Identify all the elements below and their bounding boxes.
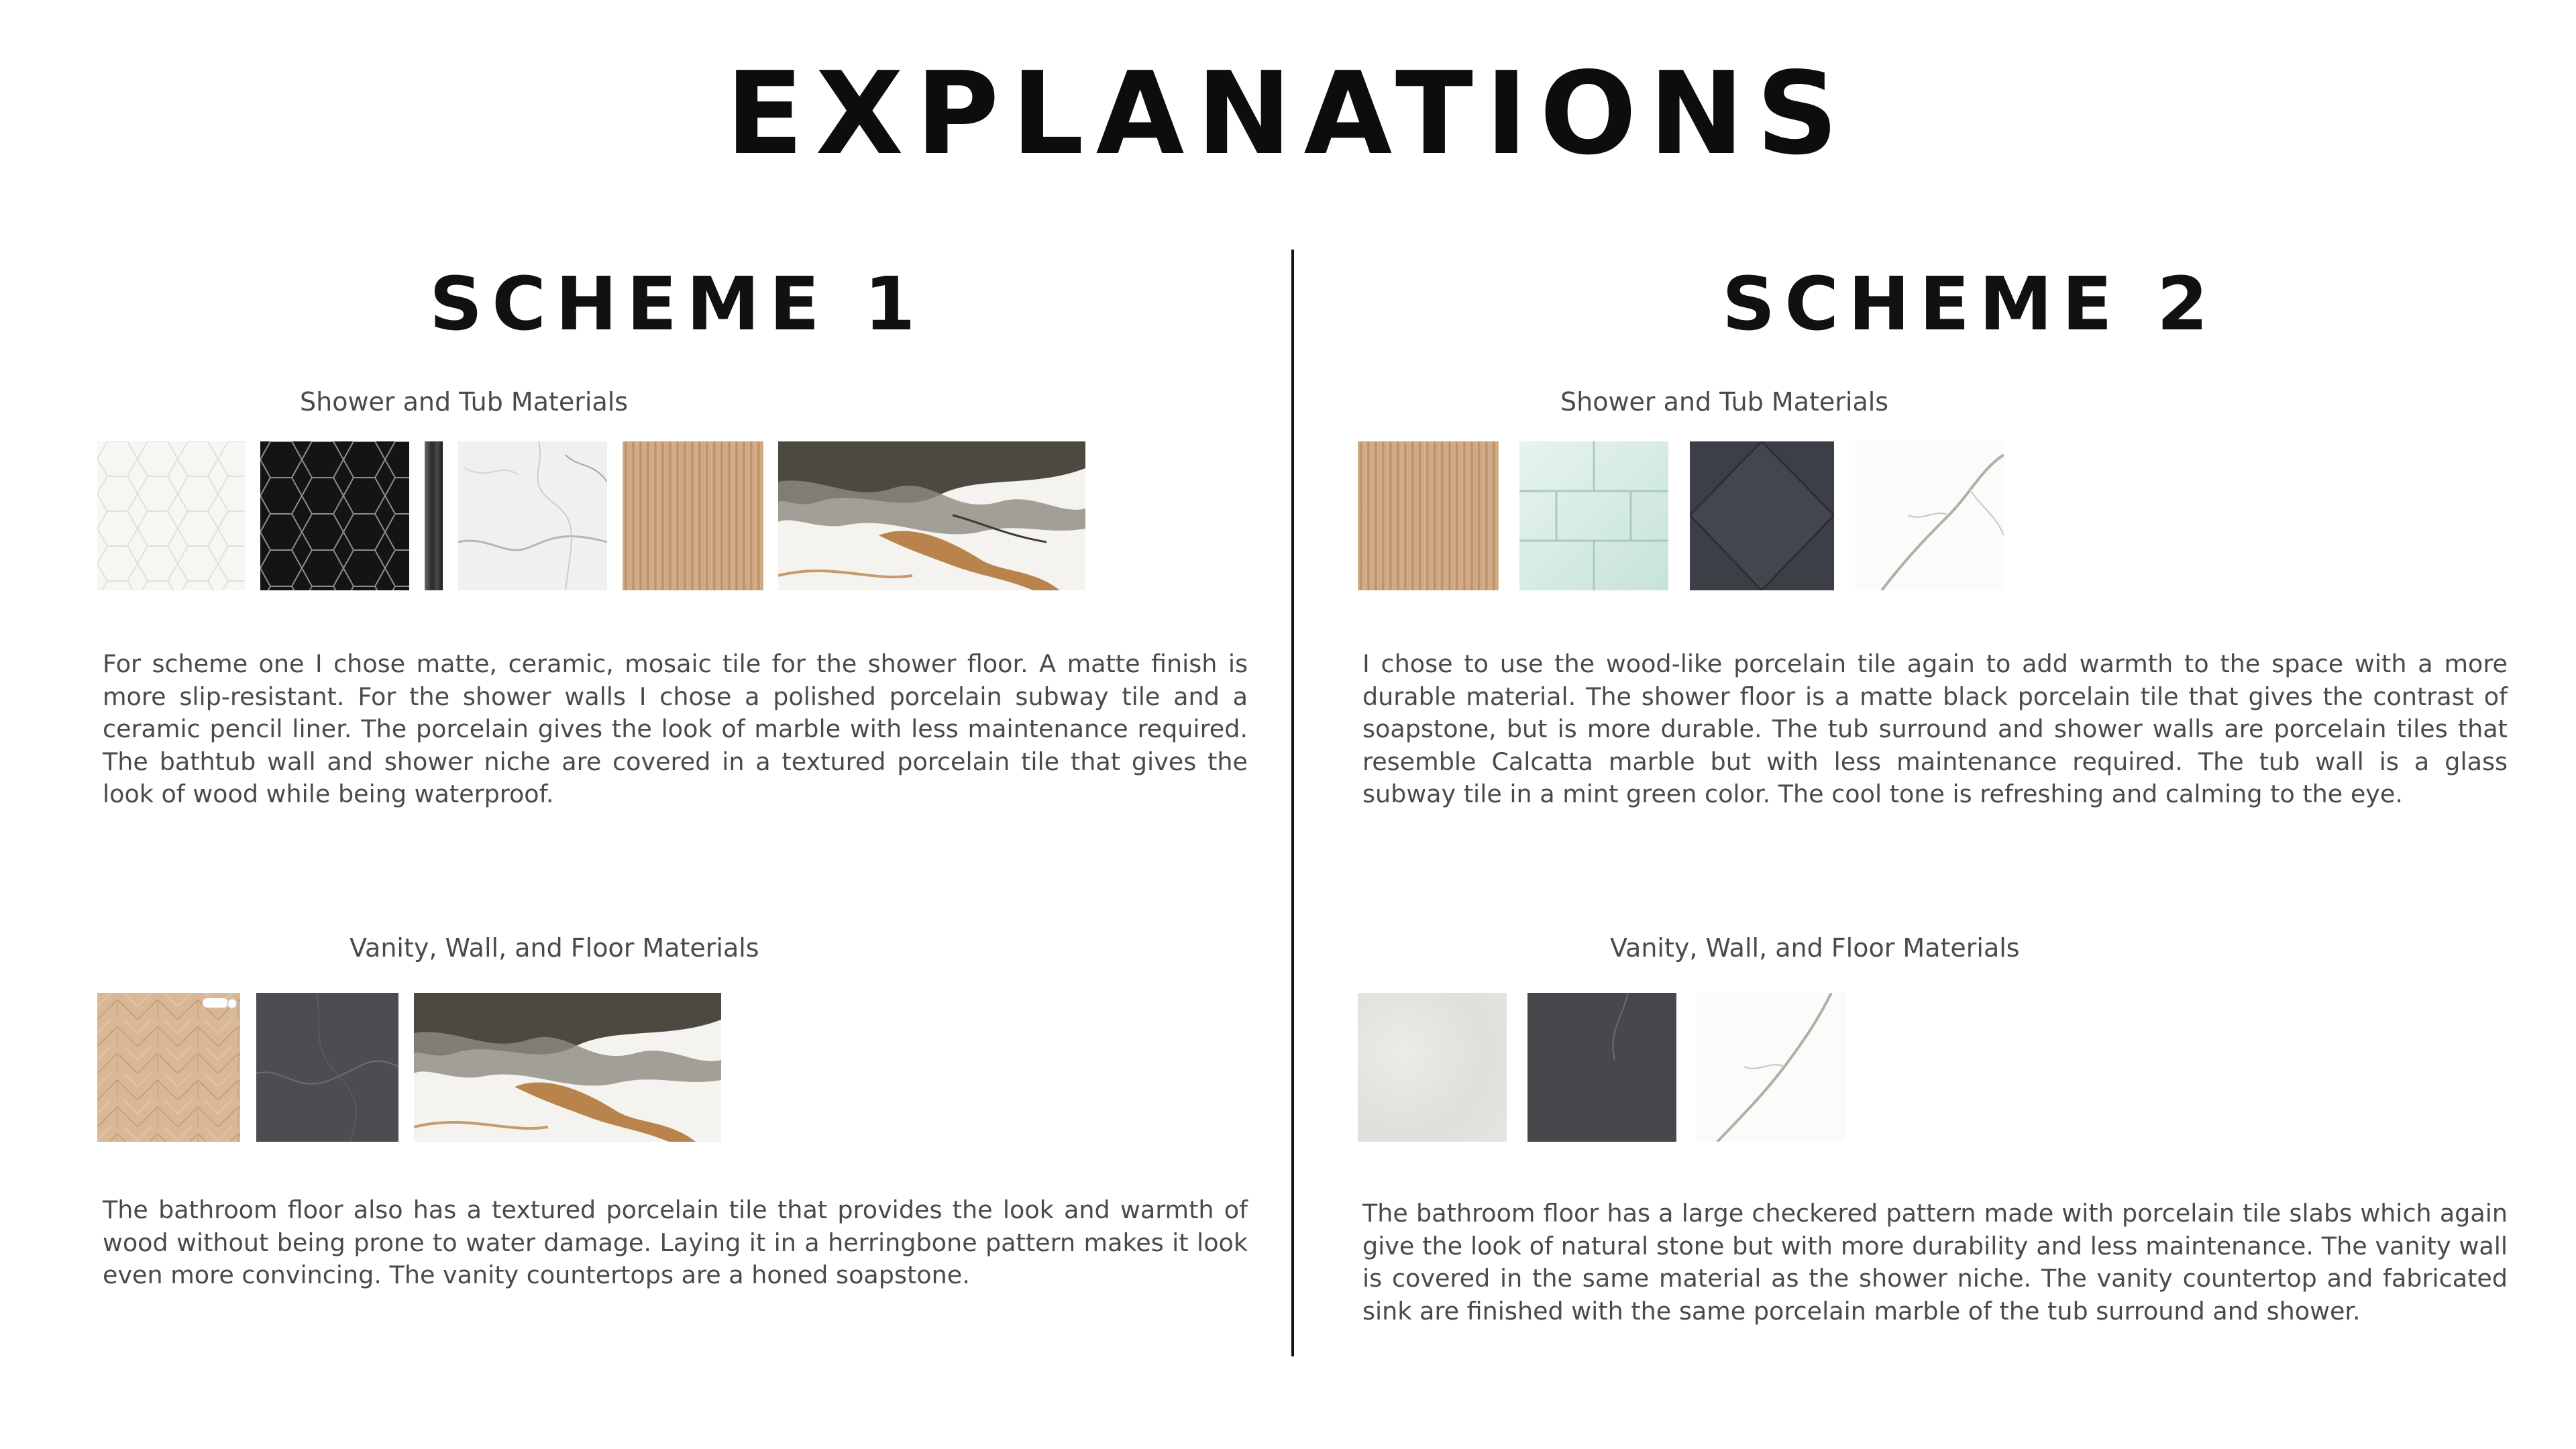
black-hexagon-tile-swatch bbox=[260, 441, 409, 590]
herringbone-wood-swatch bbox=[97, 993, 240, 1142]
scheme-2-title: SCHEME 2 bbox=[1722, 261, 2218, 347]
scheme-2-shower-heading: Shower and Tub Materials bbox=[1560, 387, 1889, 417]
calacatta-look-porcelain-slab-swatch bbox=[1697, 993, 1846, 1142]
page-title: EXPLANATIONS bbox=[725, 48, 1851, 180]
image-badge bbox=[203, 998, 228, 1008]
mint-glass-subway-swatch bbox=[1519, 441, 1668, 590]
column-divider bbox=[1291, 250, 1294, 1356]
light-stone-porcelain-swatch bbox=[1358, 993, 1507, 1142]
honed-soapstone-swatch bbox=[256, 993, 398, 1142]
scheme-1-title: SCHEME 1 bbox=[429, 261, 925, 347]
calacatta-look-porcelain-swatch bbox=[1855, 441, 2004, 590]
dark-stone-porcelain-swatch bbox=[1527, 993, 1676, 1142]
scheme-1-shower-heading: Shower and Tub Materials bbox=[300, 387, 629, 417]
scheme-2-vanity-heading: Vanity, Wall, and Floor Materials bbox=[1610, 933, 2020, 963]
matte-black-porcelain-swatch bbox=[1690, 441, 1834, 590]
scheme-1-vanity-heading: Vanity, Wall, and Floor Materials bbox=[350, 933, 759, 963]
white-hexagon-tile-swatch bbox=[97, 441, 245, 590]
pencil-liner-swatch bbox=[425, 441, 443, 590]
calacatta-slab-swatch bbox=[778, 441, 1085, 590]
calacatta-vanity-slab-swatch bbox=[414, 993, 721, 1142]
scheme-1-vanity-explanation: The bathroom floor also has a textured porcelain tile that provides the look and warmth of wood without being prone to water damage. Laying it in a herringbone pattern makes it look even more convincing. The vanity countertops are a honed soapstone. bbox=[103, 1195, 1248, 1289]
scheme-2-vanity-explanation: The bathroom floor has a large checkered pattern made with porcelain tile slabs which again give the look of natural stone but with more durability and less maintenance. The vanity wall is covered in the same material as the shower niche. The vanity countertop and fabricated sink are finished with the same porcelain marble of the tub surround and shower. bbox=[1362, 1199, 2508, 1326]
scheme-2-shower-explanation: I chose to use the wood-like porcelain tile again to add warmth to the space with a more durable material. The shower floor is a matte black porcelain tile that gives the contrast of soapstone, but is more durable. The tub surround and shower walls are porcelain tiles that resemble Calcatta marble but with less maintenance required. The tub wall is a glass subway tile in a mint green color. The cool tone is refreshing and calming to the eye. bbox=[1362, 649, 2508, 808]
wood-look-textured-swatch bbox=[623, 441, 763, 590]
wood-look-textured-swatch-2 bbox=[1358, 441, 1499, 590]
image-handle-icon bbox=[227, 998, 237, 1009]
white-marble-subway-swatch bbox=[458, 441, 607, 590]
scheme-1-shower-explanation: For scheme one I chose matte, ceramic, mosaic tile for the shower floor. A matte finish is more slip-resistant. For the shower walls I chose a polished porcelain subway tile and a ceramic pencil liner. The porcelain gives the look of marble with less maintenance required. The bathtub wall and shower niche are covered in a textured porcelain tile that gives the look of wood while being waterproof. bbox=[103, 649, 1248, 808]
